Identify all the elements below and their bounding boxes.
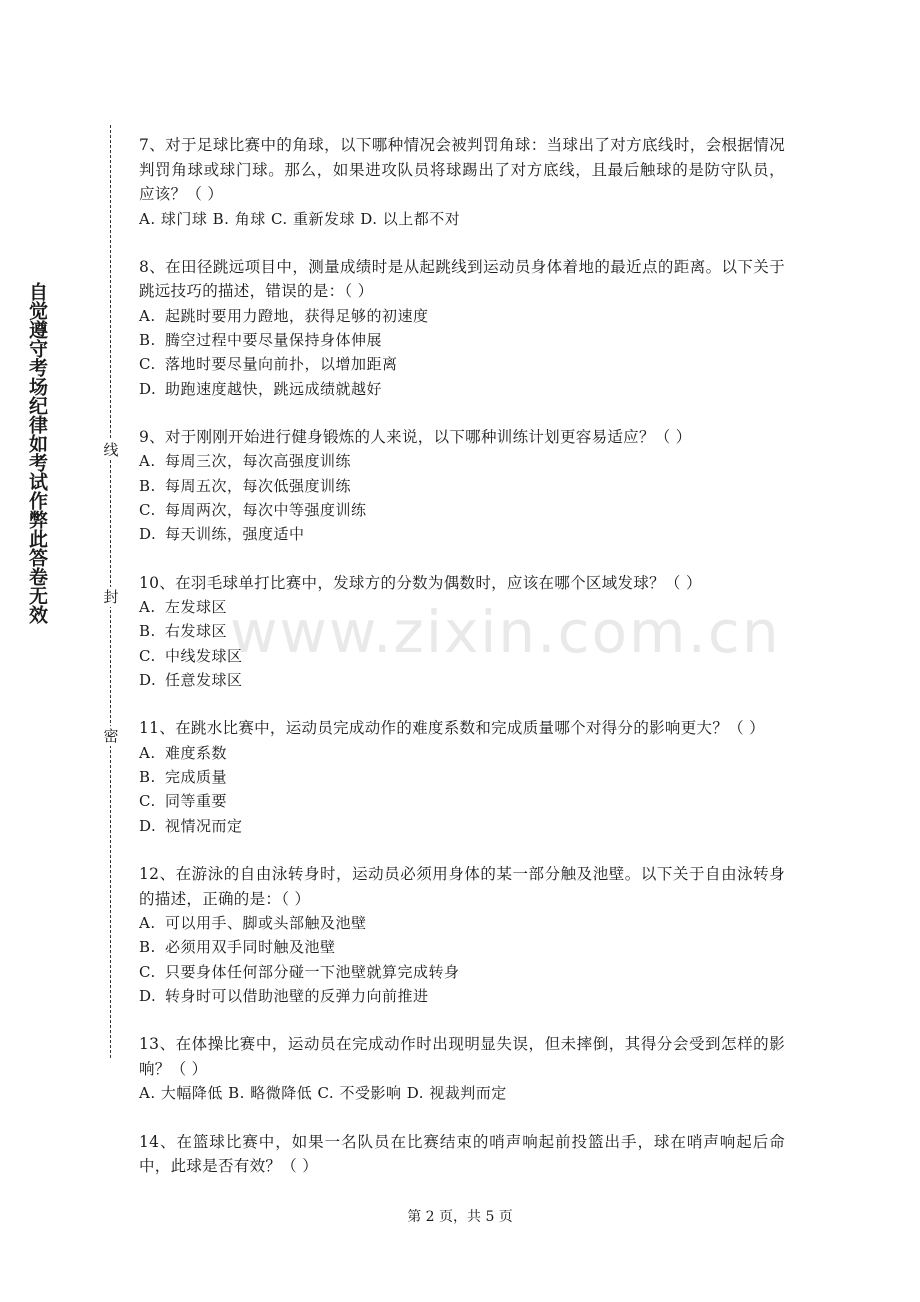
option-text: 每周两次，每次中等强度训练 [165,501,367,520]
option-text: 起跳时要用力蹬地，获得足够的初速度 [165,306,429,325]
option-b [139,935,785,959]
option-text: 只要身体任何部分碰一下池壁就算完成转身 [165,962,460,981]
question-stem: 10、在羽毛球单打比赛中，发球方的分数为偶数时，应该在哪个区域发球？（ ） [139,573,702,592]
option-text: 助跑速度越快，跳远成绩就越好 [165,379,383,398]
option-letter: B. [139,768,156,787]
question-stem: 12、在游泳的自由泳转身时，运动员必须用身体的某一部分触及池壁。以下关于自由泳转身的描述，正确的是：（ ） [139,865,785,908]
question-stem: 11、在跳水比赛中，运动员完成动作的难度系数和完成质量哪个对得分的影响更大？（ ） [139,719,765,738]
option-text: 转身时可以借助池壁的反弹力向前推进 [165,986,429,1005]
question-14 [139,1130,785,1179]
option-letter: A. [139,598,156,617]
option-text: 同等重要 [165,792,228,811]
exam-discipline-notice: 自觉遵守考场纪律如考试作弊此答卷无效 [26,282,48,624]
question-stem: 13、在体操比赛中，运动员在完成动作时出现明显失误，但未摔倒，其得分会受到怎样的影响？（ ） [139,1035,785,1078]
question-8 [139,255,785,401]
question-13 [139,1032,785,1105]
option-text: 每天训练，强度适中 [165,525,305,544]
option-c [139,498,785,522]
option-letter: A. [139,306,156,325]
option-text: 必须用双手同时触及池壁 [165,938,336,957]
option-d [139,668,785,692]
option-letter: B. [139,331,156,350]
option-d [139,984,785,1008]
question-stem: 9、对于刚刚开始进行健身锻炼的人来说，以下哪种训练计划更容易适应？（ ） [139,427,692,446]
option-text: 任意发球区 [165,671,243,690]
option-c [139,644,785,668]
option-letter: D. [139,671,157,690]
option-letter: C. [139,792,156,811]
watermark: www.zixin.com.cn [230,598,781,666]
option-letter: D. [139,986,157,1005]
option-d [139,377,785,401]
option-b [139,474,785,498]
option-d [139,814,785,838]
option-letter: D. [139,379,157,398]
option-letter: A. [139,452,156,471]
question-7 [139,133,785,231]
option-text: 左发球区 [165,598,228,617]
question-stem: 8、在田径跳远项目中，测量成绩时是从起跳线到运动员身体着地的最近点的距离。以下关于跳远技巧的描述，错误的是：（ ） [139,257,785,301]
option-text: 中线发球区 [165,646,243,665]
option-letter: B. [139,476,156,495]
option-a [139,911,785,935]
question-12 [139,862,785,1008]
option-text: 落地时要尽量向前扑，以增加距离 [165,355,398,374]
option-a [139,741,785,765]
option-letter: A. [139,914,156,933]
question-stem: 7、对于足球比赛中的角球，以下哪种情况会被判罚角球：当球出了对方底线时，会根据情况判罚角球或球门球。那么，如果进攻队员将球踢出了对方底线，且最后触球的是防守队员，应该？（ ） [139,136,785,203]
option-letter: D. [139,525,157,544]
option-b [139,765,785,789]
page-number-footer: 第 2 页，共 5 页 [407,1209,513,1225]
option-a [139,304,785,328]
option-text: 完成质量 [165,768,228,787]
option-letter: C. [139,355,156,374]
option-text: 腾空过程中要尽量保持身体伸展 [165,331,383,350]
binding-secret-label: 密 [101,726,121,746]
option-text: 可以用手、脚或头部触及池壁 [165,914,367,933]
option-b [139,619,785,643]
binding-seal-label: 封 [101,587,121,607]
question-list [139,133,785,1203]
question-stem: 14、在篮球比赛中，如果一名队员在比赛结束的哨声响起前投篮出手，球在哨声响起后命中，此球是否有效？（ ） [139,1132,785,1176]
question-options-inline: A. 大幅降低 B. 略微降低 C. 不受影响 D. 视裁判而定 [139,1084,507,1103]
option-text: 每周五次，每次低强度训练 [165,476,352,495]
option-text: 视情况而定 [165,816,243,835]
option-letter: C. [139,646,156,665]
option-letter: D. [139,816,157,835]
option-a [139,449,785,473]
option-a [139,595,785,619]
option-text: 每周三次，每次高强度训练 [165,452,352,471]
option-d [139,522,785,546]
option-letter: A. [139,743,156,762]
option-letter: B. [139,622,156,641]
option-b [139,328,785,352]
question-10 [139,571,785,693]
option-c [139,789,785,813]
question-options-inline: A. 球门球 B. 角球 C. 重新发球 D. 以上都不对 [139,209,461,228]
binding-line-label: 线 [101,440,121,460]
option-letter: C. [139,962,156,981]
option-text: 右发球区 [165,622,228,641]
question-11 [139,716,785,838]
option-text: 难度系数 [165,743,228,762]
option-letter: C. [139,501,156,520]
option-letter: B. [139,938,156,957]
option-c [139,960,785,984]
option-c [139,352,785,376]
question-9 [139,425,785,547]
